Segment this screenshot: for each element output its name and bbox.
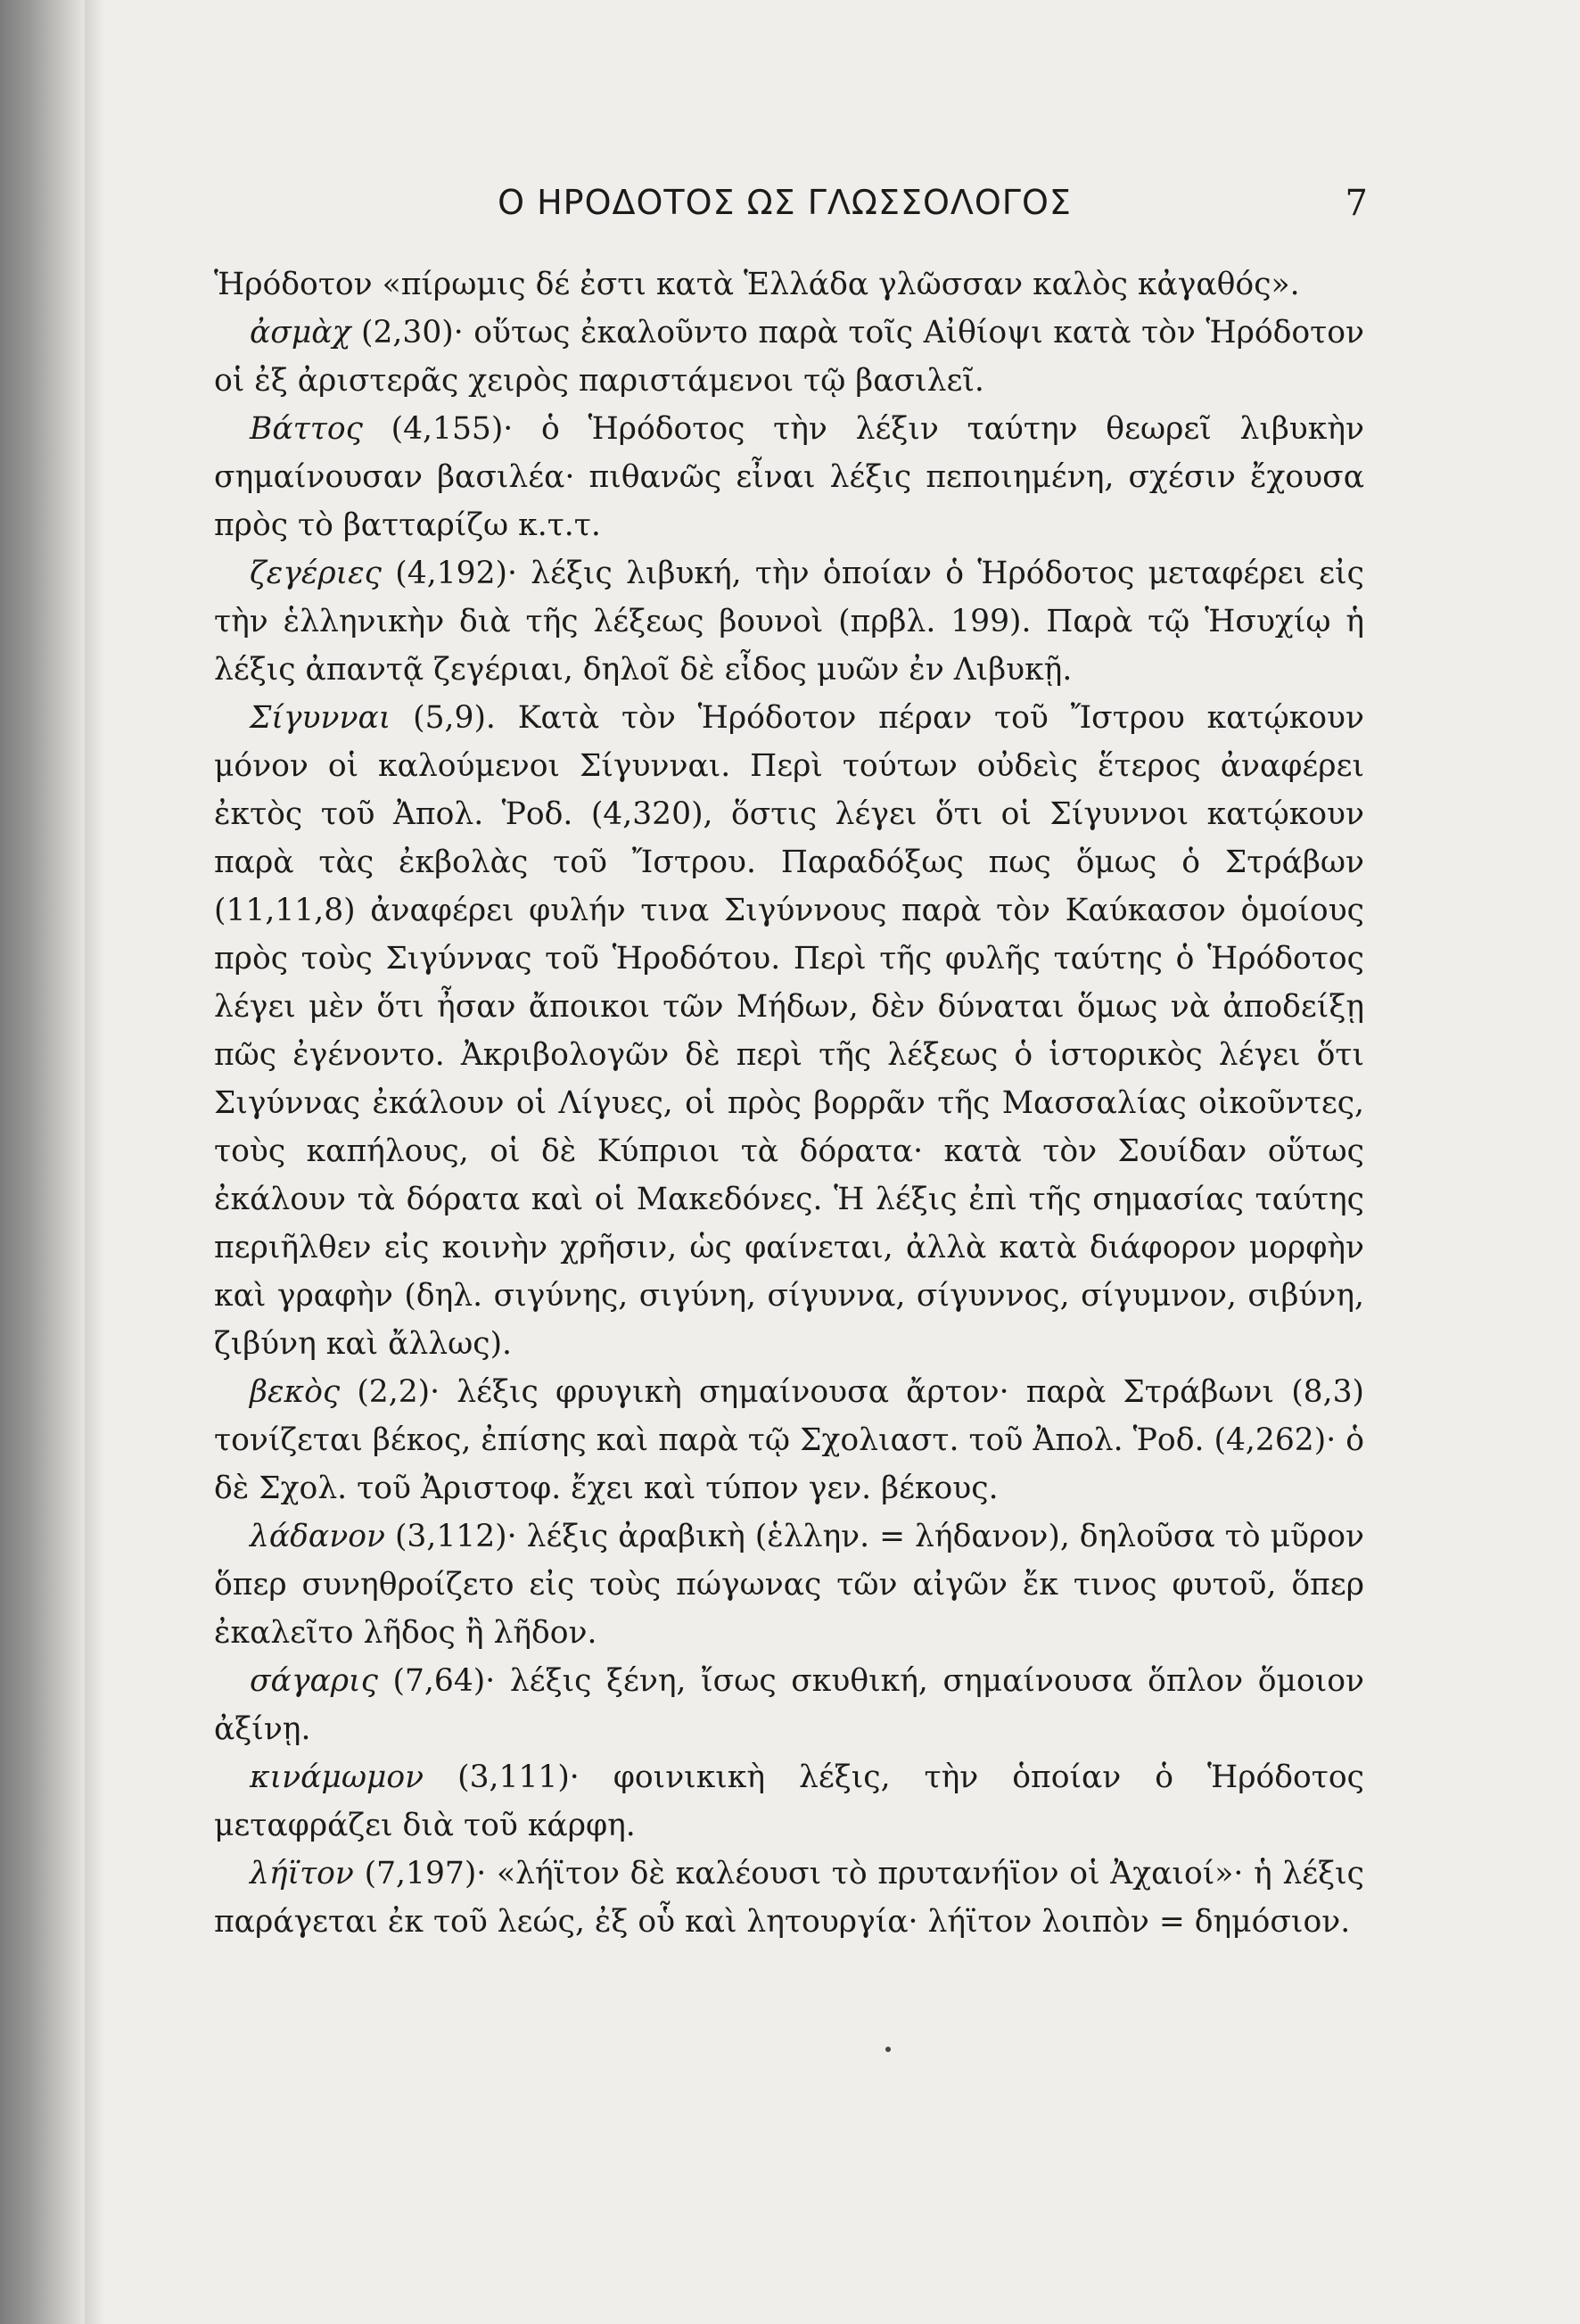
entry-term: βεκὸς bbox=[250, 1374, 341, 1410]
entry-text: (3,111)· φοινικικὴ λέξις, τὴν ὁποίαν ὁ Ἡρόδοτος μεταφράζει διὰ τοῦ κάρφη. bbox=[214, 1759, 1364, 1843]
entry-text: (7,64)· λέξις ξένη, ἴσως σκυθική, σημαίνουσα ὅπλον ὅμοιον ἀξίνῃ. bbox=[214, 1663, 1364, 1747]
entry-term: ἀσμὰχ bbox=[250, 315, 351, 350]
entry-term: Σίγυνναι bbox=[250, 700, 391, 736]
paragraph-continuation bbox=[214, 260, 1364, 309]
entry-text: (4,155)· ὁ Ἡρόδοτος τὴν λέξιν ταύτην θεωρεῖ λιβυκὴν σημαίνουσαν βασιλέα· πιθανῶς εἶναι λέξις πεποιημένη, σχέσιν ἔχουσα πρὸς τὸ βατταρίζω κ.τ.τ. bbox=[214, 411, 1364, 543]
entry-text: (7,197)· «λήϊτον δὲ καλέουσι τὸ πρυτανήϊον οἱ Ἀχαιοί»· ἡ λέξις παράγεται ἐκ τοῦ λεώς, ἐξ οὗ καὶ λητουργία· λήϊτον λοιπὸν = δημόσιον. bbox=[214, 1856, 1364, 1940]
entry-term: σάγαρις bbox=[250, 1663, 378, 1699]
entry-text: (2,2)· λέξις φρυγικὴ σημαίνουσα ἄρτον· παρὰ Στράβωνι (8,3) τονίζεται βέκος, ἐπίσης καὶ παρὰ τῷ Σχολιαστ. τοῦ Ἀπολ. Ῥοδ. (4,262)· ὁ δὲ Σχολ. τοῦ Ἀριστοφ. ἔχει καὶ τύπον γεν. βέκους. bbox=[214, 1374, 1364, 1506]
glossary-entry-ladanon bbox=[214, 1512, 1364, 1657]
entry-term: ζεγέριες bbox=[250, 556, 382, 591]
glossary-entry-kinamomon bbox=[214, 1753, 1364, 1850]
entry-text: (5,9). Κατὰ τὸν Ἡρόδοτον πέραν τοῦ Ἴστρου κατῴκουν μόνον οἱ καλούμενοι Σίγυνναι. Περὶ τούτων οὐδεὶς ἕτερος ἀναφέρει ἐκτὸς τοῦ Ἀπολ. Ῥοδ. (4,320), ὅστις λέγει ὅτι οἱ Σίγυννοι κατῴκουν παρὰ τὰς ἐκβολὰς τοῦ Ἴστρου. Παραδόξως πως ὅμως ὁ Στράβων (11,11,8) ἀναφέρει φυλήν τινα Σιγύννους παρὰ τὸν Καύκασον ὁμοίους πρὸς τοὺς Σιγύννας τοῦ Ἡροδότου. Περὶ τῆς φυλῆς ταύτης ὁ Ἡρόδοτος λέγει μὲν ὅτι ἦσαν ἄποικοι τῶν Μήδων, δὲν δύναται ὅμως νὰ ἀποδείξῃ πῶς ἐγένοντο. Ἀκριβολογῶν δὲ περὶ τῆς λέξεως ὁ ἱστορικὸς λέγει ὅτι Σιγύννας ἐκάλουν οἱ Λίγυες, οἱ πρὸς βορρᾶν τῆς Μασσαλίας οἰκοῦντες, τοὺς καπήλους, οἱ δὲ Κύπριοι τὰ δόρατα· κατὰ τὸν Σουίδαν οὕτως ἐκάλουν τὰ δόρατα καὶ οἱ Μακεδόνες. Ἡ λέξις ἐπὶ τῆς σημασίας ταύτης περιῆλθεν εἰς κοινὴν χρῆσιν, ὡς φαίνεται, ἀλλὰ κατὰ διάφορον μορφὴν καὶ γραφὴν (δηλ. σιγύνης, σιγύνη, σίγυννα, σίγυννος, σίγυμνον, σιβύνη, ζιβύνη καὶ ἄλλως). bbox=[214, 700, 1364, 1362]
glossary-entry-sagaris bbox=[214, 1657, 1364, 1753]
page-number: 7 bbox=[1345, 183, 1369, 224]
entry-text: (4,192)· λέξις λιβυκή, τὴν ὁποίαν ὁ Ἡρόδοτος μεταφέρει εἰς τὴν ἑλληνικὴν διὰ τῆς λέξεως βουνοὶ (πρβλ. 199). Παρὰ τῷ Ἡσυχίῳ ἡ λέξις ἀπαντᾷ ζεγέριαι, δηλοῖ δὲ εἶδος μυῶν ἐν Λιβυκῇ. bbox=[214, 556, 1364, 688]
entry-term: λάδανον bbox=[250, 1519, 385, 1554]
paragraph-text: Ἡρόδοτον «πίρωμις δέ ἐστι κατὰ Ἑλλάδα γλῶσσαν καλὸς κἀγαθός». bbox=[214, 267, 1300, 302]
entry-text: (2,30)· οὕτως ἐκαλοῦντο παρὰ τοῖς Αἰθίοψι κατὰ τὸν Ἡρόδοτον οἱ ἐξ ἀριστερᾶς χειρὸς παριστάμενοι τῷ βασιλεῖ. bbox=[214, 315, 1364, 399]
book-gutter-shadow bbox=[0, 0, 85, 2324]
glossary-entry-zegeries bbox=[214, 549, 1364, 694]
page-body bbox=[214, 260, 1364, 1946]
glossary-entry-bekos bbox=[214, 1368, 1364, 1512]
entry-term: κινάμωμον bbox=[250, 1759, 424, 1795]
page-title: Ο ΗΡΟΔΟΤΟΣ ΩΣ ΓΛΩΣΣΟΛΟΓΟΣ bbox=[498, 183, 1072, 222]
glossary-entry-sigynnai bbox=[214, 694, 1364, 1368]
glossary-entry-asmach bbox=[214, 309, 1364, 405]
entry-term: λήϊτον bbox=[250, 1856, 354, 1891]
ink-speck bbox=[885, 2047, 891, 2052]
entry-text: (3,112)· λέξις ἀραβικὴ (ἑλλην. = λήδανον), δηλοῦσα τὸ μῦρον ὅπερ συνηθροίζετο εἰς τοὺς πώγωνας τῶν αἰγῶν ἔκ τινος φυτοῦ, ὅπερ ἐκαλεῖτο λῆδος ἢ λῆδον. bbox=[214, 1519, 1364, 1651]
running-header bbox=[201, 183, 1369, 224]
glossary-entry-leiton bbox=[214, 1850, 1364, 1946]
entry-term: Βάττος bbox=[250, 411, 363, 447]
gutter-edge-fade bbox=[85, 0, 104, 2324]
glossary-entry-battos bbox=[214, 405, 1364, 549]
